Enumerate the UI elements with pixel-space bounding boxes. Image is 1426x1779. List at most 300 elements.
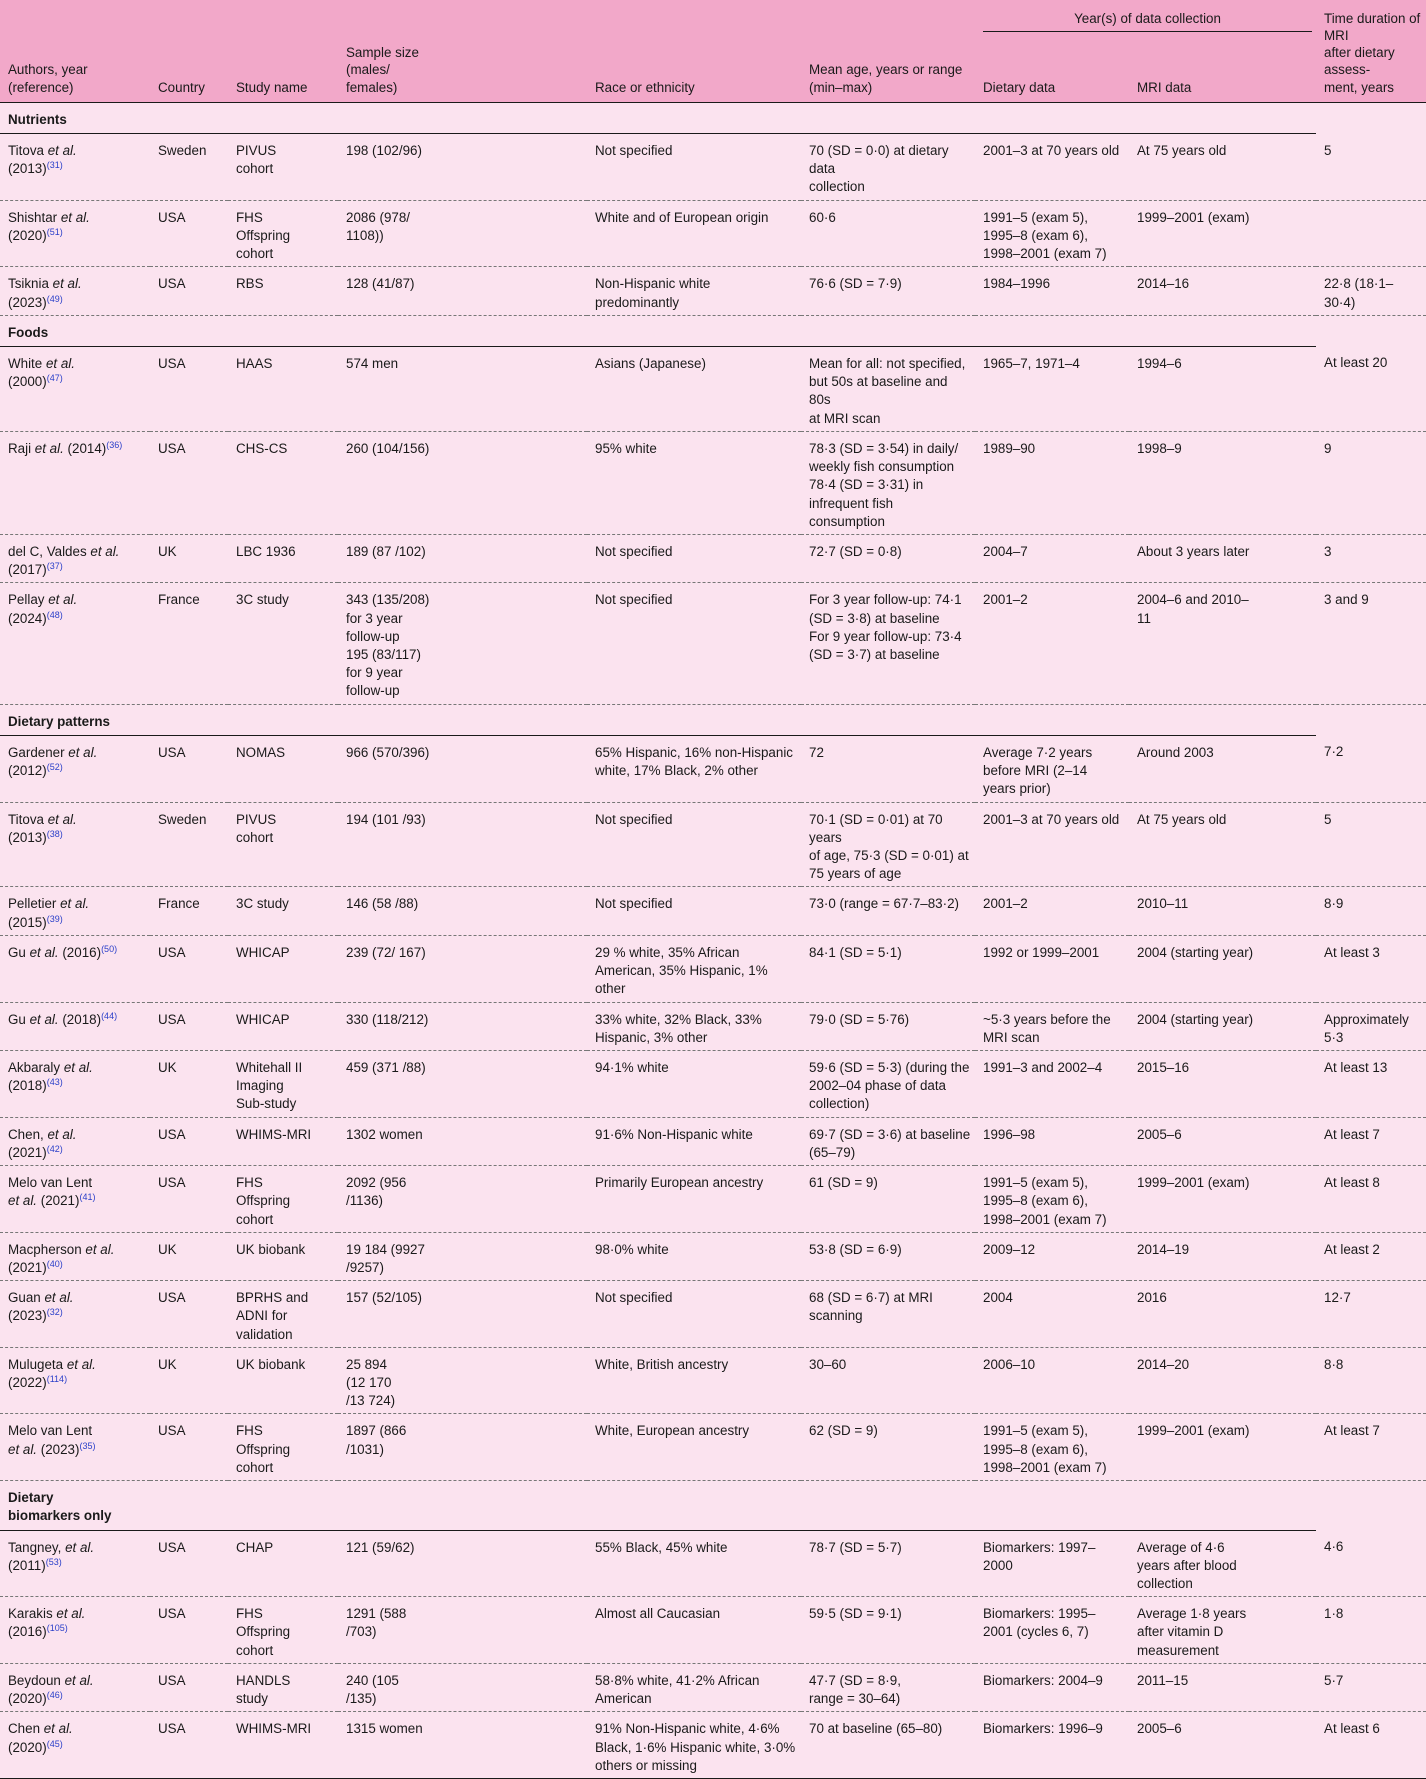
cell-race: Asians (Japanese) [587, 346, 801, 431]
table-row [0, 1414, 1426, 1481]
cell-sample: 194 (101 /93) [338, 802, 587, 887]
cell-sample: 240 (105 /135) [338, 1663, 587, 1711]
table-row [0, 431, 1426, 534]
cell-country: UK [150, 1232, 228, 1280]
header-race: Race or ethnicity [587, 0, 801, 102]
cell-country: USA [150, 346, 228, 431]
table-row [0, 1712, 1426, 1779]
table-row [0, 1281, 1426, 1348]
cell-authors [0, 735, 150, 802]
author-name: Chen, [8, 1126, 48, 1142]
header-authors: Authors, year (reference) [0, 0, 150, 102]
cell-duration: 22·8 (18·1–30·4) [1316, 267, 1426, 315]
cell-race: 65% Hispanic, 16% non-Hispanic white, 17% Black, 2% other [587, 735, 801, 802]
cell-age: 70 (SD = 0·0) at dietary data collection [801, 134, 975, 201]
et-al: et al. [60, 896, 90, 912]
cell-age: 68 (SD = 6·7) at MRI scanning [801, 1281, 975, 1348]
cell-mri-years: 1994–6 [1129, 346, 1316, 431]
author-year: (2014) [63, 440, 107, 456]
cell-age: 30–60 [801, 1347, 975, 1414]
cell-mri-years: 1998–9 [1129, 431, 1316, 534]
cell-dietary-years: 1989–90 [975, 431, 1129, 534]
cell-mri-years: 2016 [1129, 1281, 1316, 1348]
cell-study: CHAP [228, 1530, 338, 1597]
cell-duration: 3 and 9 [1316, 583, 1426, 704]
table-row [0, 534, 1426, 582]
cell-country: USA [150, 1530, 228, 1597]
et-al: et al. [48, 592, 78, 608]
cell-sample: 574 men [338, 346, 587, 431]
cell-duration: At least 6 [1316, 1712, 1426, 1779]
cell-authors [0, 1597, 150, 1664]
cell-sample: 189 (87 /102) [338, 534, 587, 582]
cell-duration: Approximately 5·3 [1316, 1002, 1426, 1050]
cell-mri-years: About 3 years later [1129, 534, 1316, 582]
cell-dietary-years: 1991–5 (exam 5), 1995–8 (exam 6), 1998–2001 (exam 7) [975, 1414, 1129, 1481]
cell-sample: 343 (135/208) for 3 year follow-up 195 (83/117) for 9 year follow-up [338, 583, 587, 704]
cell-sample: 128 (41/87) [338, 267, 587, 315]
author-year: (2023) [37, 1441, 80, 1457]
cell-country: USA [150, 1002, 228, 1050]
cell-race: 95% white [587, 431, 801, 534]
reference-number: (51) [46, 226, 63, 237]
table-row [0, 346, 1426, 431]
author-year: (2018) [58, 1011, 102, 1027]
cell-race: Not specified [587, 534, 801, 582]
table-row [0, 1050, 1426, 1117]
author-name: Chen [8, 1721, 44, 1737]
cell-mri-years: 2011–15 [1129, 1663, 1316, 1711]
cell-sample: 1897 (866 /1031) [338, 1414, 587, 1481]
cell-sample: 1315 women [338, 1712, 587, 1779]
cell-mri-years: 2005–6 [1129, 1712, 1316, 1779]
cell-age: 73·0 (range = 67·7–83·2) [801, 887, 975, 935]
cell-mri-years: 1999–2001 (exam) [1129, 200, 1316, 267]
cell-study: HANDLS study [228, 1663, 338, 1711]
cell-mri-years: Average of 4·6 years after blood collection [1129, 1530, 1316, 1597]
cell-sample: 239 (72/ 167) [338, 935, 587, 1002]
et-al: et al. [90, 543, 120, 559]
table-header [0, 0, 1426, 102]
et-al: et al. [34, 440, 64, 456]
cell-duration: 3 [1316, 534, 1426, 582]
et-al: et al. [29, 1011, 59, 1027]
header-country: Country [150, 0, 228, 102]
cell-age: 53·8 (SD = 6·9) [801, 1232, 975, 1280]
cell-age: 69·7 (SD = 3·6) at baseline (65–79) [801, 1117, 975, 1165]
cell-duration: At least 20 [1316, 346, 1426, 431]
cell-study: NOMAS [228, 735, 338, 802]
header-duration: Time duration of MRI after dietary assess- ment, years [1316, 0, 1426, 102]
cell-mri-years: 2014–16 [1129, 267, 1316, 315]
cell-duration: 9 [1316, 431, 1426, 534]
cell-sample: 1291 (588 /703) [338, 1597, 587, 1664]
cell-sample: 19 184 (9927 /9257) [338, 1232, 587, 1280]
cell-mri-years: 2014–19 [1129, 1232, 1316, 1280]
cell-duration: At least 13 [1316, 1050, 1426, 1117]
cell-sample: 2086 (978/ 1108)) [338, 200, 587, 267]
cell-study: UK biobank [228, 1347, 338, 1414]
author-name: Gardener [8, 744, 69, 760]
author-name: Mulugeta [8, 1356, 67, 1372]
author-year: (2023) [8, 294, 47, 310]
cell-dietary-years: 1992 or 1999–2001 [975, 935, 1129, 1002]
cell-authors [0, 887, 150, 935]
cell-country: USA [150, 1663, 228, 1711]
author-name: del C, Valdes [8, 543, 91, 559]
reference-number: (44) [101, 1010, 118, 1021]
author-year: (2017) [8, 562, 47, 578]
cell-age: 62 (SD = 9) [801, 1414, 975, 1481]
cell-authors [0, 1281, 150, 1348]
cell-dietary-years: Average 7·2 years before MRI (2–14 years prior) [975, 735, 1129, 802]
header-mri: MRI data [1129, 62, 1316, 102]
cell-duration: 8·8 [1316, 1347, 1426, 1414]
cell-sample: 157 (52/105) [338, 1281, 587, 1348]
author-year: (2023) [8, 1308, 47, 1324]
cell-authors [0, 1347, 150, 1414]
cell-age: 60·6 [801, 200, 975, 267]
cell-study: FHS Offspring cohort [228, 1597, 338, 1664]
reference-number: (32) [46, 1307, 63, 1318]
cell-dietary-years: 1965–7, 1971–4 [975, 346, 1129, 431]
cell-mri-years: 1999–2001 (exam) [1129, 1414, 1316, 1481]
et-al: et al. [47, 143, 77, 158]
author-year: (2020) [8, 1691, 47, 1707]
cell-study: UK biobank [228, 1232, 338, 1280]
cell-country: UK [150, 1050, 228, 1117]
header-age: Mean age, years or range (min–max) [801, 0, 975, 102]
et-al: et al. [44, 1290, 74, 1306]
author-name: Beydoun [8, 1672, 65, 1688]
header-sample: Sample size (males/ females) [338, 0, 587, 102]
reference-number: (39) [46, 913, 63, 924]
cell-country: UK [150, 1347, 228, 1414]
et-al: et al. [65, 1539, 95, 1555]
cell-race: Non-Hispanic white predominantly [587, 267, 801, 315]
table-row [0, 1597, 1426, 1664]
cell-study: FHS Offspring cohort [228, 1414, 338, 1481]
cell-country: Sweden [150, 134, 228, 201]
cell-dietary-years: Biomarkers: 1996–9 [975, 1712, 1129, 1779]
cell-country: France [150, 887, 228, 935]
reference-number: (47) [46, 373, 63, 384]
et-al: et al. [43, 1721, 73, 1737]
cell-country: USA [150, 735, 228, 802]
author-year: (2000) [8, 374, 47, 390]
cell-dietary-years: 1996–98 [975, 1117, 1129, 1165]
cell-authors [0, 1530, 150, 1597]
et-al: et al. [47, 811, 77, 827]
cell-study: WHICAP [228, 935, 338, 1002]
cell-country: USA [150, 200, 228, 267]
section-header-row [0, 102, 1426, 133]
cell-mri-years: 2010–11 [1129, 887, 1316, 935]
cell-duration: At least 3 [1316, 935, 1426, 1002]
cell-duration: 12·7 [1316, 1281, 1426, 1348]
et-al: et al. [68, 744, 98, 760]
cell-study: WHIMS-MRI [228, 1117, 338, 1165]
reference-number: (52) [46, 762, 63, 773]
cell-sample: 330 (118/212) [338, 1002, 587, 1050]
reference-number: (35) [79, 1440, 96, 1451]
cell-dietary-years: ~5·3 years before the MRI scan [975, 1002, 1129, 1050]
cell-authors [0, 431, 150, 534]
section-title: Dietary biomarkers only [0, 1481, 1316, 1530]
cell-race: 98·0% white [587, 1232, 801, 1280]
cell-country: USA [150, 267, 228, 315]
cell-race: White, British ancestry [587, 1347, 801, 1414]
author-name: Tsiknia [8, 276, 53, 292]
cell-country: USA [150, 431, 228, 534]
table-row [0, 735, 1426, 802]
cell-mri-years: 2004–6 and 2010– 11 [1129, 583, 1316, 704]
cell-duration: 7·2 [1316, 735, 1426, 802]
cell-mri-years: 1999–2001 (exam) [1129, 1166, 1316, 1233]
cell-dietary-years: Biomarkers: 2004–9 [975, 1663, 1129, 1711]
cell-sample: 146 (58 /88) [338, 887, 587, 935]
section-header-row [0, 704, 1426, 735]
cell-dietary-years: 2004–7 [975, 534, 1129, 582]
cell-sample: 2092 (956 /1136) [338, 1166, 587, 1233]
table-row [0, 1347, 1426, 1414]
cell-study: Whitehall II Imaging Sub-study [228, 1050, 338, 1117]
table-row [0, 1117, 1426, 1165]
cell-mri-years: At 75 years old [1129, 802, 1316, 887]
author-name: Titova [8, 811, 48, 827]
reference-number: (45) [46, 1738, 63, 1749]
cell-dietary-years: 2001–3 at 70 years old [975, 802, 1129, 887]
section-title: Foods [0, 315, 1316, 346]
table-row [0, 200, 1426, 267]
author-year: (2018) [8, 1078, 47, 1094]
cell-age: For 3 year follow-up: 74·1 (SD = 3·8) at baseline For 9 year follow-up: 73·4 (SD = 3·7) at baseline [801, 583, 975, 704]
cell-dietary-years: 2004 [975, 1281, 1129, 1348]
table-row [0, 1166, 1426, 1233]
author-name: Shishtar [8, 209, 61, 225]
author-name: Karakis [8, 1606, 57, 1622]
cell-race: 58·8% white, 41·2% African American [587, 1663, 801, 1711]
reference-number: (37) [46, 561, 63, 572]
reference-number: (114) [46, 1374, 68, 1385]
table-row [0, 802, 1426, 887]
author-year: (2016) [8, 1624, 47, 1640]
table-row [0, 887, 1426, 935]
cell-duration [1316, 200, 1426, 267]
cell-race: 55% Black, 45% white [587, 1530, 801, 1597]
cell-country: Sweden [150, 802, 228, 887]
cell-authors [0, 1166, 150, 1233]
et-al: et al. [60, 209, 90, 225]
cell-race: Not specified [587, 802, 801, 887]
table-body [0, 102, 1426, 1778]
cell-race: 94·1% white [587, 1050, 801, 1117]
cell-authors [0, 346, 150, 431]
author-year: (2020) [8, 227, 47, 243]
cell-sample: 260 (104/156) [338, 431, 587, 534]
table-row [0, 1232, 1426, 1280]
cell-authors [0, 1117, 150, 1165]
cell-age: 61 (SD = 9) [801, 1166, 975, 1233]
author-year: (2013) [8, 161, 47, 177]
table-row [0, 1002, 1426, 1050]
section-title: Dietary patterns [0, 704, 1316, 735]
cell-authors [0, 1414, 150, 1481]
cell-age: 59·5 (SD = 9·1) [801, 1597, 975, 1664]
cell-duration: 8·9 [1316, 887, 1426, 935]
author-name: Pelletier [8, 896, 61, 912]
reference-number: (38) [46, 828, 63, 839]
cell-race: 29 % white, 35% African American, 35% Hispanic, 1% other [587, 935, 801, 1002]
author-year: (2022) [8, 1375, 47, 1391]
cell-duration: At least 8 [1316, 1166, 1426, 1233]
table-row [0, 1530, 1426, 1597]
cell-study: RBS [228, 267, 338, 315]
author-name: Pellay [8, 592, 49, 608]
cell-duration: 4·6 [1316, 1530, 1426, 1597]
author-year: (2021) [8, 1259, 47, 1275]
cell-race: White, European ancestry [587, 1414, 801, 1481]
section-header-row [0, 315, 1426, 346]
cell-age: 78·3 (SD = 3·54) in daily/ weekly fish consumption 78·4 (SD = 3·31) in infrequent fish consumption [801, 431, 975, 534]
cell-dietary-years: 1991–5 (exam 5), 1995–8 (exam 6), 1998–2001 (exam 7) [975, 200, 1129, 267]
cell-race: Not specified [587, 887, 801, 935]
cell-dietary-years: 2009–12 [975, 1232, 1129, 1280]
author-name: Akbaraly [8, 1059, 64, 1075]
section-header-row [0, 1481, 1426, 1530]
table-row [0, 935, 1426, 1002]
cell-country: USA [150, 1414, 228, 1481]
author-year: (2015) [8, 914, 47, 930]
cell-sample: 459 (371 /88) [338, 1050, 587, 1117]
author-name: Titova [8, 143, 48, 158]
cell-duration: At least 7 [1316, 1117, 1426, 1165]
author-year: (2021) [37, 1193, 80, 1209]
cell-study: PIVUS cohort [228, 134, 338, 201]
cell-age: 59·6 (SD = 5·3) (during the 2002–04 phase of data collection) [801, 1050, 975, 1117]
cell-mri-years: 2004 (starting year) [1129, 1002, 1316, 1050]
cell-age: 70 at baseline (65–80) [801, 1712, 975, 1779]
cell-dietary-years: 2006–10 [975, 1347, 1129, 1414]
reference-number: (53) [45, 1556, 62, 1567]
cell-study: WHICAP [228, 1002, 338, 1050]
cell-sample: 25 894 (12 170 /13 724) [338, 1347, 587, 1414]
author-name: Gu [8, 944, 30, 960]
cell-age: 72 [801, 735, 975, 802]
cell-study: HAAS [228, 346, 338, 431]
author-name: White [8, 355, 46, 371]
cell-race: Not specified [587, 1281, 801, 1348]
cell-mri-years: 2014–20 [1129, 1347, 1316, 1414]
cell-country: USA [150, 1597, 228, 1664]
cell-age: 72·7 (SD = 0·8) [801, 534, 975, 582]
author-name: Raji [8, 440, 35, 456]
cell-duration: 5 [1316, 802, 1426, 887]
table-row [0, 134, 1426, 201]
cell-authors [0, 1232, 150, 1280]
cell-race: Primarily European ancestry [587, 1166, 801, 1233]
cell-study: BPRHS and ADNI for validation [228, 1281, 338, 1348]
et-al: et al. [56, 1606, 86, 1622]
cell-age: 79·0 (SD = 5·76) [801, 1002, 975, 1050]
cell-race: Not specified [587, 583, 801, 704]
cell-race: 91·6% Non-Hispanic white [587, 1117, 801, 1165]
cell-mri-years: 2015–16 [1129, 1050, 1316, 1117]
et-al: et al. [66, 1356, 96, 1372]
cell-age: 76·6 (SD = 7·9) [801, 267, 975, 315]
cell-duration: At least 7 [1316, 1414, 1426, 1481]
cell-study: 3C study [228, 887, 338, 935]
cell-age: 78·7 (SD = 5·7) [801, 1530, 975, 1597]
cell-study: FHS Offspring cohort [228, 200, 338, 267]
cell-mri-years: At 75 years old [1129, 134, 1316, 201]
cell-authors [0, 534, 150, 582]
cell-study: LBC 1936 [228, 534, 338, 582]
et-al: et al. [45, 355, 75, 371]
cell-duration: At least 2 [1316, 1232, 1426, 1280]
reference-number: (31) [46, 160, 63, 171]
cell-dietary-years: 2001–2 [975, 887, 1129, 935]
cell-authors [0, 1050, 150, 1117]
cell-mri-years: 2005–6 [1129, 1117, 1316, 1165]
cell-study: FHS Offspring cohort [228, 1166, 338, 1233]
reference-number: (36) [106, 439, 123, 450]
header-years-group [975, 0, 1316, 62]
cell-sample: 198 (102/96) [338, 134, 587, 201]
cell-authors [0, 1002, 150, 1050]
reference-number: (48) [46, 609, 63, 620]
author-name: Tangney, [8, 1539, 66, 1555]
author-name: Gu [8, 1011, 30, 1027]
cell-country: France [150, 583, 228, 704]
cell-dietary-years: Biomarkers: 1997– 2000 [975, 1530, 1129, 1597]
cell-study: WHIMS-MRI [228, 1712, 338, 1779]
cell-race: Almost all Caucasian [587, 1597, 801, 1664]
cell-age: 70·1 (SD = 0·01) at 70 years of age, 75·3 (SD = 0·01) at 75 years of age [801, 802, 975, 887]
reference-number: (50) [101, 943, 118, 954]
cell-country: USA [150, 935, 228, 1002]
cell-duration: 5 [1316, 134, 1426, 201]
et-al: et al. [52, 276, 82, 292]
cell-dietary-years: 2001–3 at 70 years old [975, 134, 1129, 201]
author-name: Melo van Lent [8, 1423, 93, 1439]
author-name: Macpherson [8, 1241, 86, 1257]
cell-study: 3C study [228, 583, 338, 704]
cell-sample: 121 (59/62) [338, 1530, 587, 1597]
table-row [0, 583, 1426, 704]
cell-country: USA [150, 1117, 228, 1165]
cell-authors [0, 583, 150, 704]
author-year: (2021) [8, 1144, 47, 1160]
cell-mri-years: 2004 (starting year) [1129, 935, 1316, 1002]
header-years-group-label: Year(s) of data collection [983, 10, 1312, 32]
cell-mri-years: Around 2003 [1129, 735, 1316, 802]
cell-authors [0, 802, 150, 887]
author-year: (2012) [8, 763, 47, 779]
author-year: (2013) [8, 829, 47, 845]
cell-dietary-years: 1984–1996 [975, 267, 1129, 315]
cell-country: USA [150, 1712, 228, 1779]
cell-duration: 5·7 [1316, 1663, 1426, 1711]
cell-race: White and of European origin [587, 200, 801, 267]
cell-race: 91% Non-Hispanic white, 4·6% Black, 1·6% Hispanic white, 3·0% others or missing [587, 1712, 801, 1779]
cell-dietary-years: Biomarkers: 1995– 2001 (cycles 6, 7) [975, 1597, 1129, 1664]
cell-age: Mean for all: not specified, but 50s at baseline and 80s at MRI scan [801, 346, 975, 431]
reference-number: (42) [46, 1143, 63, 1154]
cell-age: 47·7 (SD = 8·9, range = 30–64) [801, 1663, 975, 1711]
reference-number: (41) [79, 1192, 96, 1203]
cell-sample: 1302 women [338, 1117, 587, 1165]
